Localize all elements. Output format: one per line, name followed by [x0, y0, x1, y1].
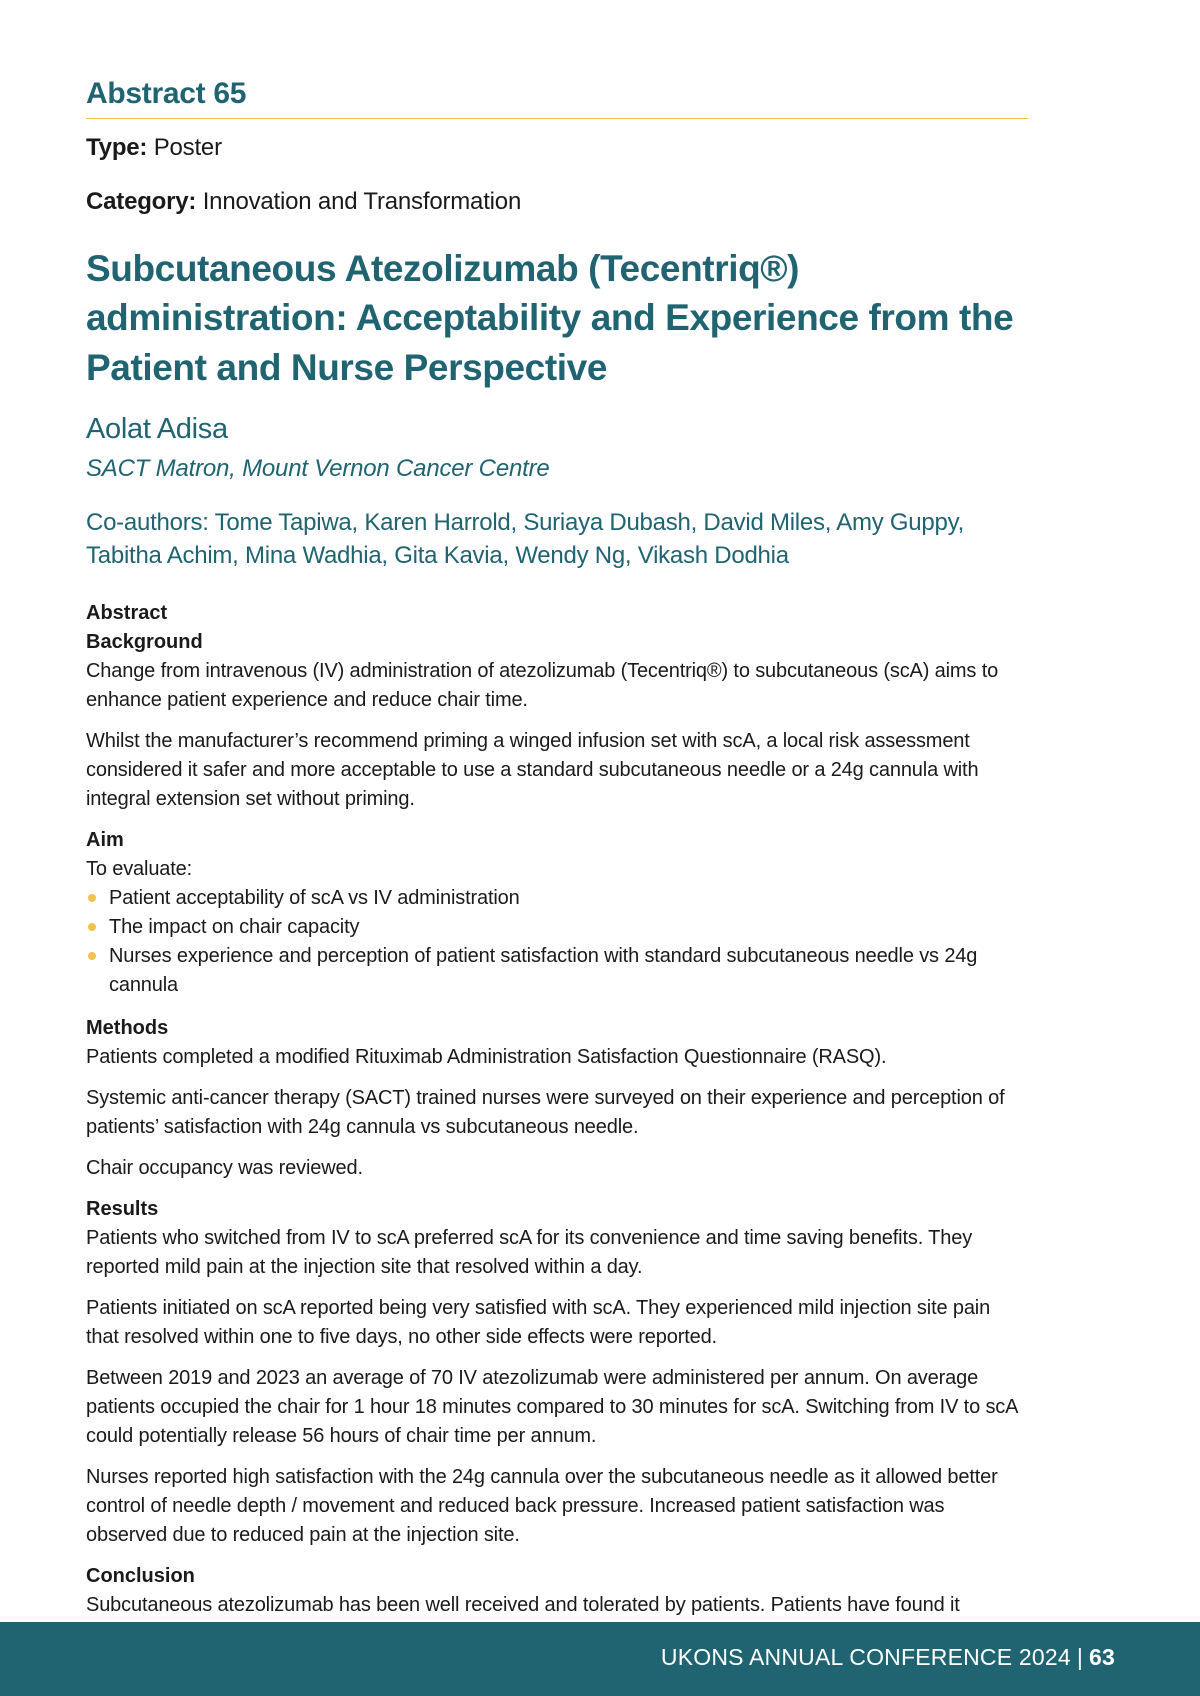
conclusion-heading: Conclusion	[86, 1564, 195, 1587]
category-value: Innovation and Transformation	[202, 187, 522, 215]
type-value: Poster	[153, 134, 222, 161]
type-label: Type:	[86, 134, 148, 161]
background-paragraph: Whilst the manufacturer’s recommend priming a winged infusion set with scA, a local risk assessment considered it safer and more acceptable to use a standard subcutaneous needle or a 24g cannula with integral extension set without priming.	[86, 729, 979, 810]
methods-paragraph: Chair occupancy was reviewed.	[86, 1156, 363, 1179]
bullet-dot-icon	[88, 923, 96, 931]
results-heading: Results	[86, 1197, 159, 1220]
type-line	[86, 131, 1028, 165]
list-item	[86, 884, 1028, 913]
results-paragraph: Between 2019 and 2023 an average of 70 IV atezolizumab were administered per annum. On average patients occupied the chair for 1 hour 18 minutes compared to 30 minutes for scA. Switching from IV to scA could potentially release 56 hours of chair time per annum.	[86, 1366, 1018, 1447]
abstract-page	[86, 76, 1028, 1661]
aim-heading: Aim	[86, 828, 124, 851]
page-title: Subcutaneous Atezolizumab (Tecentriq®) administration: Acceptability and Experience from the Patient and Nurse Perspective	[86, 248, 1014, 388]
aim-item-text: The impact on chair capacity	[109, 915, 360, 938]
page-number: 63	[1089, 1644, 1115, 1670]
background-heading: Background	[86, 630, 203, 653]
results-paragraph: Nurses reported high satisfaction with the 24g cannula over the subcutaneous needle as it allowed better control of needle depth / movement and reduced back pressure. Increased patient satisfaction was observed due to reduced pain at the injection site.	[86, 1465, 998, 1546]
aim-item-text: Patient acceptability of scA vs IV administration	[109, 886, 520, 909]
aim-list	[86, 884, 1028, 1000]
footer-text	[661, 1644, 1115, 1671]
author-affiliation: SACT Matron, Mount Vernon Cancer Centre	[86, 454, 550, 482]
methods-heading: Methods	[86, 1016, 169, 1039]
methods-paragraph: Systemic anti-cancer therapy (SACT) trained nurses were surveyed on their experience and perception of patients’ satisfaction with 24g cannula vs subcutaneous needle.	[86, 1086, 1005, 1138]
aim-intro: To evaluate:	[86, 857, 193, 880]
coauthors: Co-authors: Tome Tapiwa, Karen Harrold, Suriaya Dubash, David Miles, Amy Guppy, Tabitha Achim, Mina Wadhia, Gita Kavia, Wendy Ng, Vikash Dodhia	[86, 508, 964, 570]
methods-paragraph: Patients completed a modified Rituximab Administration Satisfaction Questionnaire (RASQ).	[86, 1045, 887, 1068]
list-item	[86, 942, 1028, 1000]
category-label: Category:	[86, 187, 197, 215]
bullet-dot-icon	[88, 894, 96, 902]
abstract-heading: Abstract	[86, 601, 168, 624]
list-item	[86, 913, 1028, 942]
conference-name: UKONS ANNUAL CONFERENCE 2024	[660, 1644, 1071, 1670]
footer-separator: |	[1076, 1644, 1084, 1670]
results-paragraph: Patients initiated on scA reported being very satisfied with scA. They experienced mild injection site pain that resolved within one to five days, no other side effects were reported.	[86, 1296, 991, 1348]
category-line	[86, 185, 1028, 219]
abstract-number: Abstract 65	[86, 76, 1028, 119]
background-paragraph: Change from intravenous (IV) administration of atezolizumab (Tecentriq®) to subcutaneous (scA) aims to enhance patient experience and reduce chair time.	[86, 659, 999, 711]
results-paragraph: Patients who switched from IV to scA preferred scA for its convenience and time saving benefits. They reported mild pain at the injection site that resolved within a day.	[86, 1226, 973, 1278]
footer-bar	[0, 1622, 1200, 1696]
conclusion-paragraph: Subcutaneous atezolizumab has been well received and tolerated by patients. Patients have found it	[86, 1593, 960, 1616]
author-name: Aolat Adisa	[86, 412, 228, 445]
bullet-dot-icon	[88, 952, 96, 960]
aim-item-text: Nurses experience and perception of patient satisfaction with standard subcutaneous needle vs 24g cannula	[109, 944, 978, 996]
